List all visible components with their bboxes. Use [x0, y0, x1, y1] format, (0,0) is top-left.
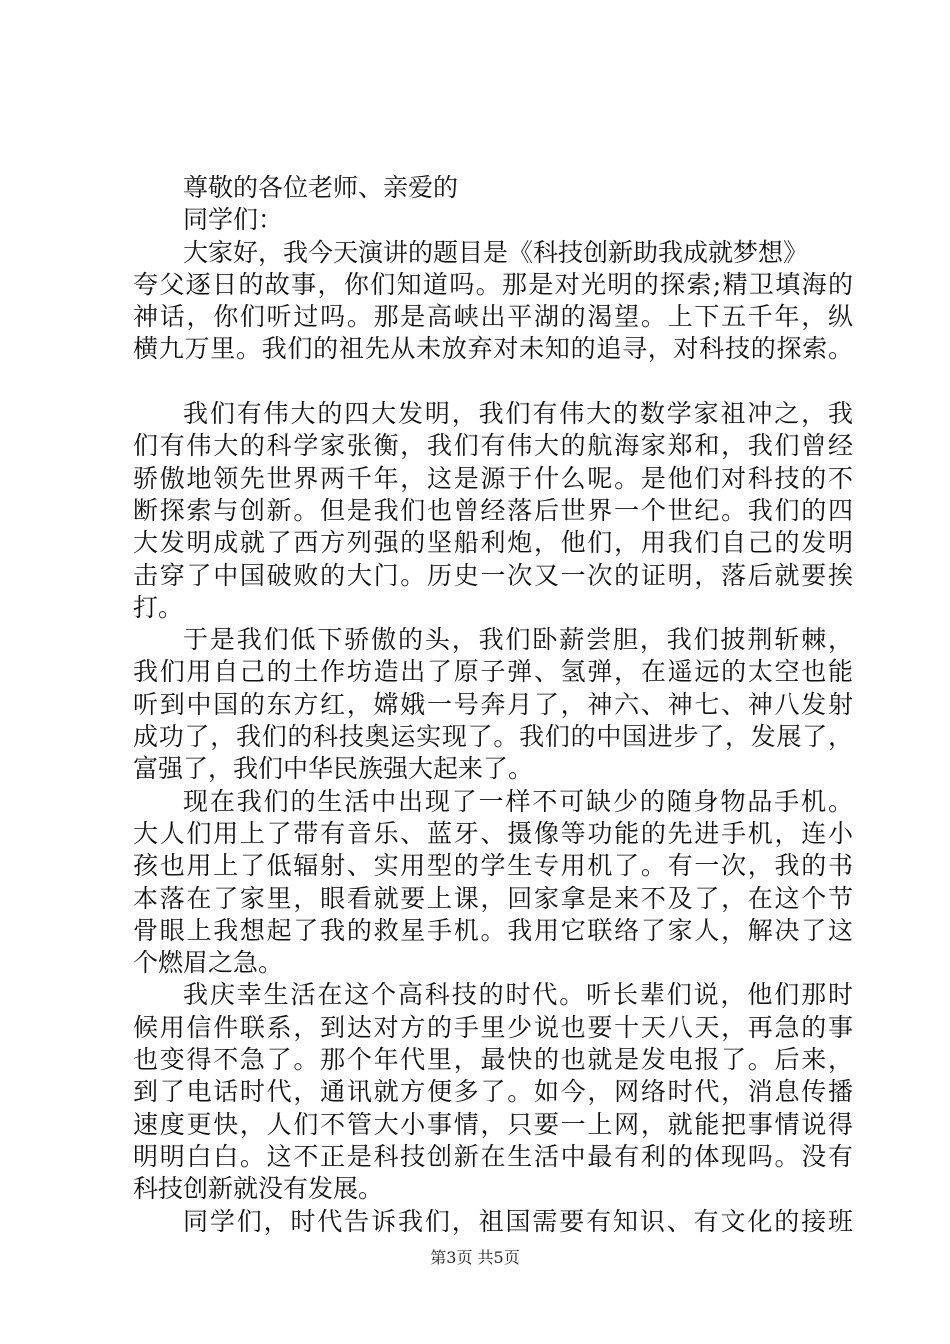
text-line: 神话，你们听过吗。那是高峡出平湖的渴望。上下五千年，纵 — [133, 302, 853, 332]
text-line: 击穿了中国破败的大门。历史一次又一次的证明，落后就要挨 — [133, 560, 853, 590]
text-line: 大家好，我今天演讲的题目是《科技创新助我成就梦想》 — [183, 237, 809, 267]
text-line: 听到中国的东方红，嫦娥一号奔月了，神六、神七、神八发射 — [133, 689, 853, 719]
text-line: 孩也用上了低辐射、实用型的学生专用机了。有一次，我的书 — [133, 851, 853, 881]
text-line: 成功了，我们的科技奥运实现了。我们的中国进步了，发展了， — [133, 722, 853, 752]
text-line: 也变得不急了。那个年代里，最快的也就是发电报了。后来， — [133, 1045, 853, 1075]
text-line: 骄傲地领先世界两千年，这是源于什么呢。是他们对科技的不 — [133, 463, 853, 493]
text-line: 尊敬的各位老师、亲爱的 — [183, 173, 459, 202]
text-line: 大发明成就了西方列强的坚船利炮，他们，用我们自己的发明 — [133, 528, 853, 558]
text-line: 明明白白。这不正是科技创新在生活中最有利的体现吗。没有 — [133, 1141, 853, 1171]
text-line: 横九万里。我们的祖先从未放弃对未知的追寻，对科技的探索。 — [133, 334, 853, 364]
text-line: 同学们，时代告诉我们，祖国需要有知识、有文化的接班 — [183, 1206, 853, 1236]
text-line: 本落在了家里，眼看就要上课，回家拿是来不及了，在这个节 — [133, 883, 853, 913]
text-line: 现在我们的生活中出现了一样不可缺少的随身物品手机。 — [183, 786, 853, 816]
paragraph-gap — [133, 366, 853, 398]
text-line: 打。 — [133, 592, 184, 622]
text-line: 科技创新就没有发展。 — [133, 1174, 384, 1204]
text-line: 到了电话时代，通讯就方便多了。如今，网络时代，消息传播 — [133, 1077, 853, 1107]
speech-body — [133, 172, 853, 1238]
text-line: 速度更快，人们不管大小事情，只要一上网，就能把事情说得 — [133, 1109, 853, 1139]
text-line: 们有伟大的科学家张衡，我们有伟大的航海家郑和，我们曾经 — [133, 431, 853, 461]
text-line: 同学们： — [183, 205, 284, 235]
text-line: 夸父逐日的故事，你们知道吗。那是对光明的探索;精卫填海的 — [133, 269, 853, 299]
page-footer: 第3页 共5页 — [430, 1248, 520, 1267]
text-line: 我们用自己的土作坊造出了原子弹、氢弹，在遥远的太空也能 — [133, 657, 853, 687]
text-line: 于是我们低下骄傲的头，我们卧薪尝胆，我们披荆斩棘， — [183, 625, 853, 655]
text-line: 我们有伟大的四大发明，我们有伟大的数学家祖冲之，我 — [183, 399, 853, 429]
text-line: 富强了，我们中华民族强大起来了。 — [133, 754, 534, 784]
text-line: 大人们用上了带有音乐、蓝牙、摄像等功能的先进手机，连小 — [133, 818, 853, 848]
text-line: 断探索与创新。但是我们也曾经落后世界一个世纪。我们的四 — [133, 495, 853, 525]
text-line: 个燃眉之急。 — [133, 948, 284, 978]
text-line: 候用信件联系，到达对方的手里少说也要十天八天，再急的事 — [133, 1012, 853, 1042]
text-line: 我庆幸生活在这个高科技的时代。听长辈们说，他们那时 — [183, 980, 853, 1010]
text-line: 骨眼上我想起了我的救星手机。我用它联络了家人，解决了这 — [133, 915, 853, 945]
